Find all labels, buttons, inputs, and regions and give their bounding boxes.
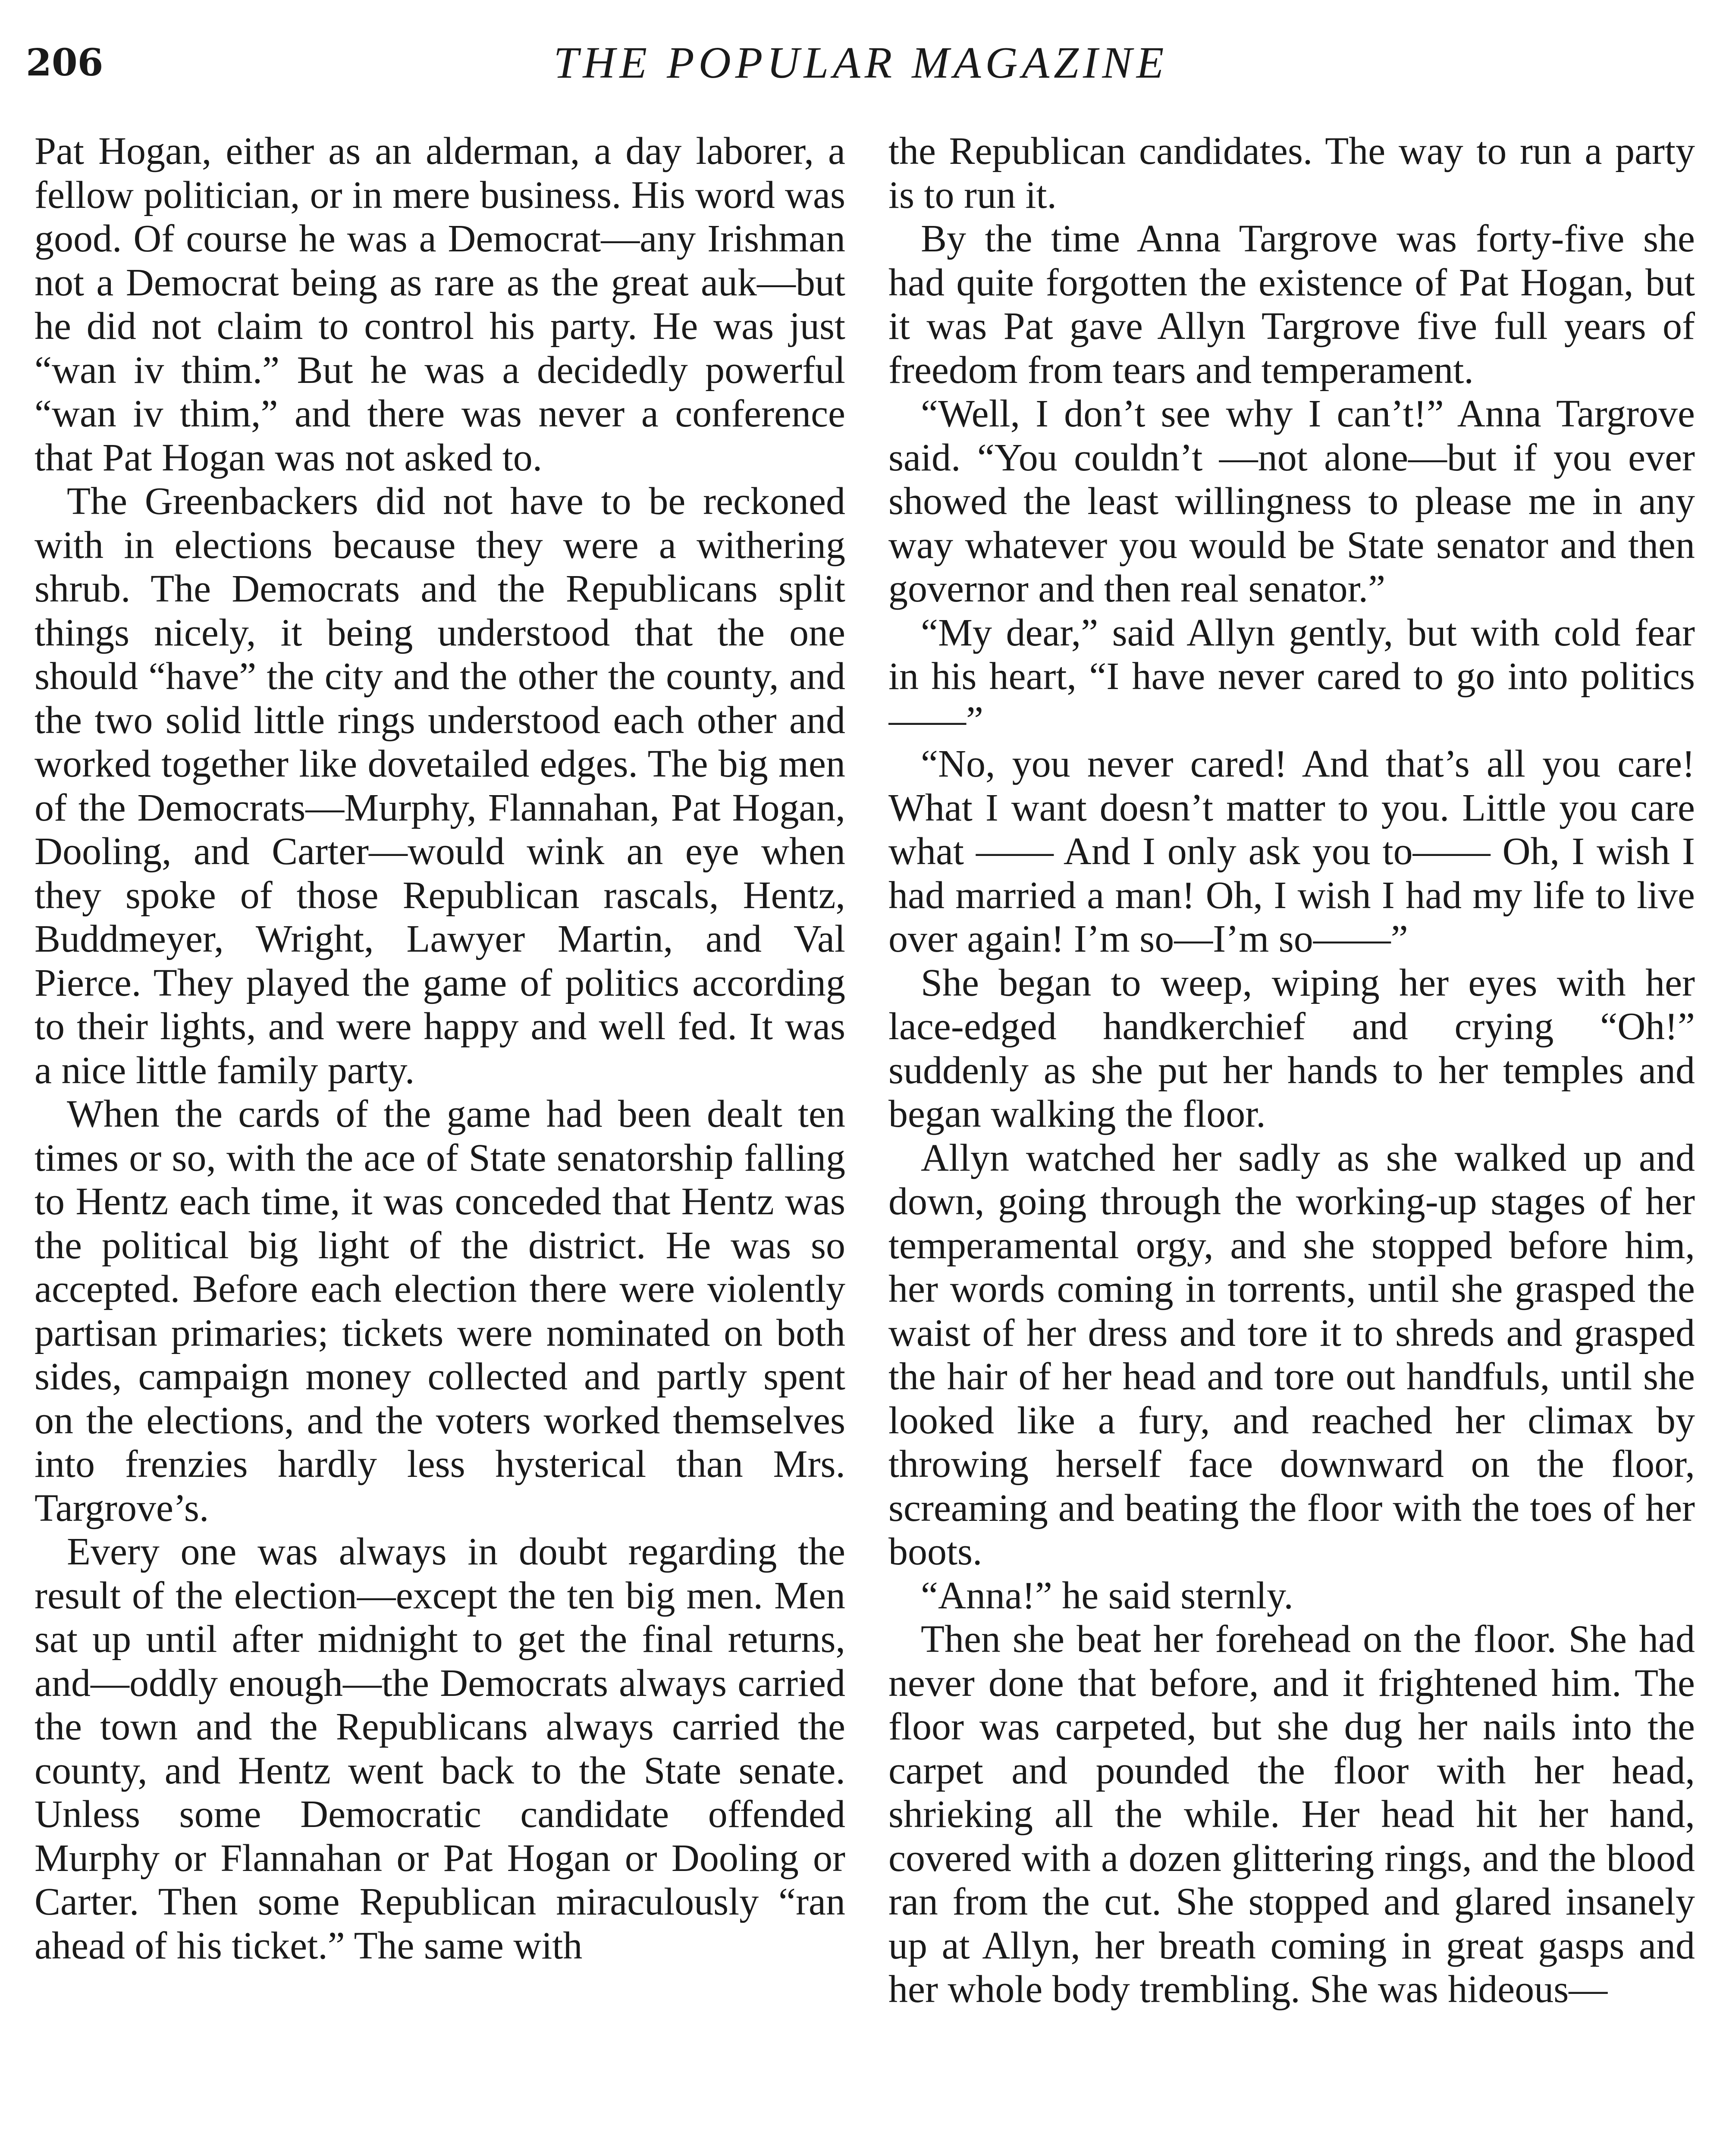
paragraph: When the cards of the game had been dealt ten times or so, with the ace of State senatorship falling to Hentz each time, it was conceded that Hentz was the political big light of the district. He was so accepted. Before each election there were violently partisan primaries; tickets were nominated on both sides, campaign money collected and partly spent on the elections, and the voters worked themselves into frenzies hardly less hysterical than Mrs. Targrove’s. — [35, 1093, 845, 1529]
paragraph: the Republican candidates. The way to run a party is to run it. — [888, 130, 1695, 216]
paragraph: “Well, I don’t see why I can’t!” Anna Targrove said. “You couldn’t —not alone—but if you ever showed the least willingness to please me in any way whatever you would be State senator and then governor and then real senator.” — [888, 392, 1695, 610]
paragraph: The Greenbackers did not have to be reckoned with in elections because they were a withering shrub. The Democrats and the Republicans split things nicely, it being understood that the one should “have” the city and the other the county, and the two solid little rings understood each other and worked together like dovetailed edges. The big men of the Democrats—Murphy, Flannahan, Pat Hogan, Dooling, and Carter—would wink an eye when they spoke of those Republican rascals, Hentz, Buddmeyer, Wright, Lawyer Martin, and Val Pierce. They played the game of politics according to their lights, and were happy and well fed. It was a nice little family party. — [35, 480, 845, 1092]
right-column — [888, 129, 1695, 2156]
paragraph: Then she beat her forehead on the floor. She had never done that before, and it frightened him. The floor was carpeted, but she dug her nails into the carpet and pounded the floor with her head, shrieking all the while. Her head hit her hand, covered with a dozen glittering rings, and the blood ran from the cut. She stopped and glared insanely up at Allyn, her breath coming in great gasps and her whole body trembling. She was hideous— — [888, 1618, 1695, 2011]
running-title: THE POPULAR MAGAZINE — [553, 38, 1168, 88]
page-number: 206 — [26, 41, 104, 85]
paragraph: Pat Hogan, either as an alderman, a day laborer, a fellow politician, or in mere business. His word was good. Of course he was a Democrat—any Irishman not a Democrat being as rare as the great auk—but he did not claim to control his party. He was just “wan iv thim.” But he was a decidedly powerful “wan iv thim,” and there was never a conference that Pat Hogan was not asked to. — [35, 130, 845, 479]
paragraph: “Anna!” he said sternly. — [921, 1574, 1293, 1617]
paragraph: By the time Anna Targrove was forty-five she had quite forgotten the existence of Pat Hogan, but it was Pat gave Allyn Targrove five full years of freedom from tears and temperament. — [888, 217, 1695, 392]
left-column — [35, 129, 845, 2156]
paragraph: She began to weep, wiping her eyes with her lace-edged handkerchief and crying “Oh!” suddenly as she put her hands to her temples and began walking the floor. — [888, 961, 1695, 1135]
paragraph: “No, you never cared! And that’s all you care! What I want doesn’t matter to you. Little you care what —— And I only ask you to—— Oh, I wish I had married a man! Oh, I wish I had my life to live over again! I’m so—I’m so——” — [888, 743, 1695, 960]
paragraph: Every one was always in doubt regarding the result of the election—except the ten big men. Men sat up until after midnight to get the final returns, and—oddly enough—the Democrats always carried the town and the Republicans always carried the county, and Hentz went back to the State senate. Unless some Democratic candidate offended Murphy or Flannahan or Pat Hogan or Dooling or Carter. Then some Republican miraculously “ran ahead of his ticket.” The same with — [35, 1530, 845, 1967]
paragraph: “My dear,” said Allyn gently, but with cold fear in his heart, “I have never cared to go into politics——” — [888, 611, 1695, 742]
page-header — [26, 26, 1696, 99]
paragraph: Allyn watched her sadly as she walked up and down, going through the working-up stages of her temperamental orgy, and she stopped before him, her words coming in torrents, until she grasped the waist of her dress and tore it to shreds and grasped the hair of her head and tore out handfuls, until she looked like a fury, and reached her climax by throwing herself face downward on the floor, screaming and beating the floor with the toes of her boots. — [888, 1136, 1695, 1573]
